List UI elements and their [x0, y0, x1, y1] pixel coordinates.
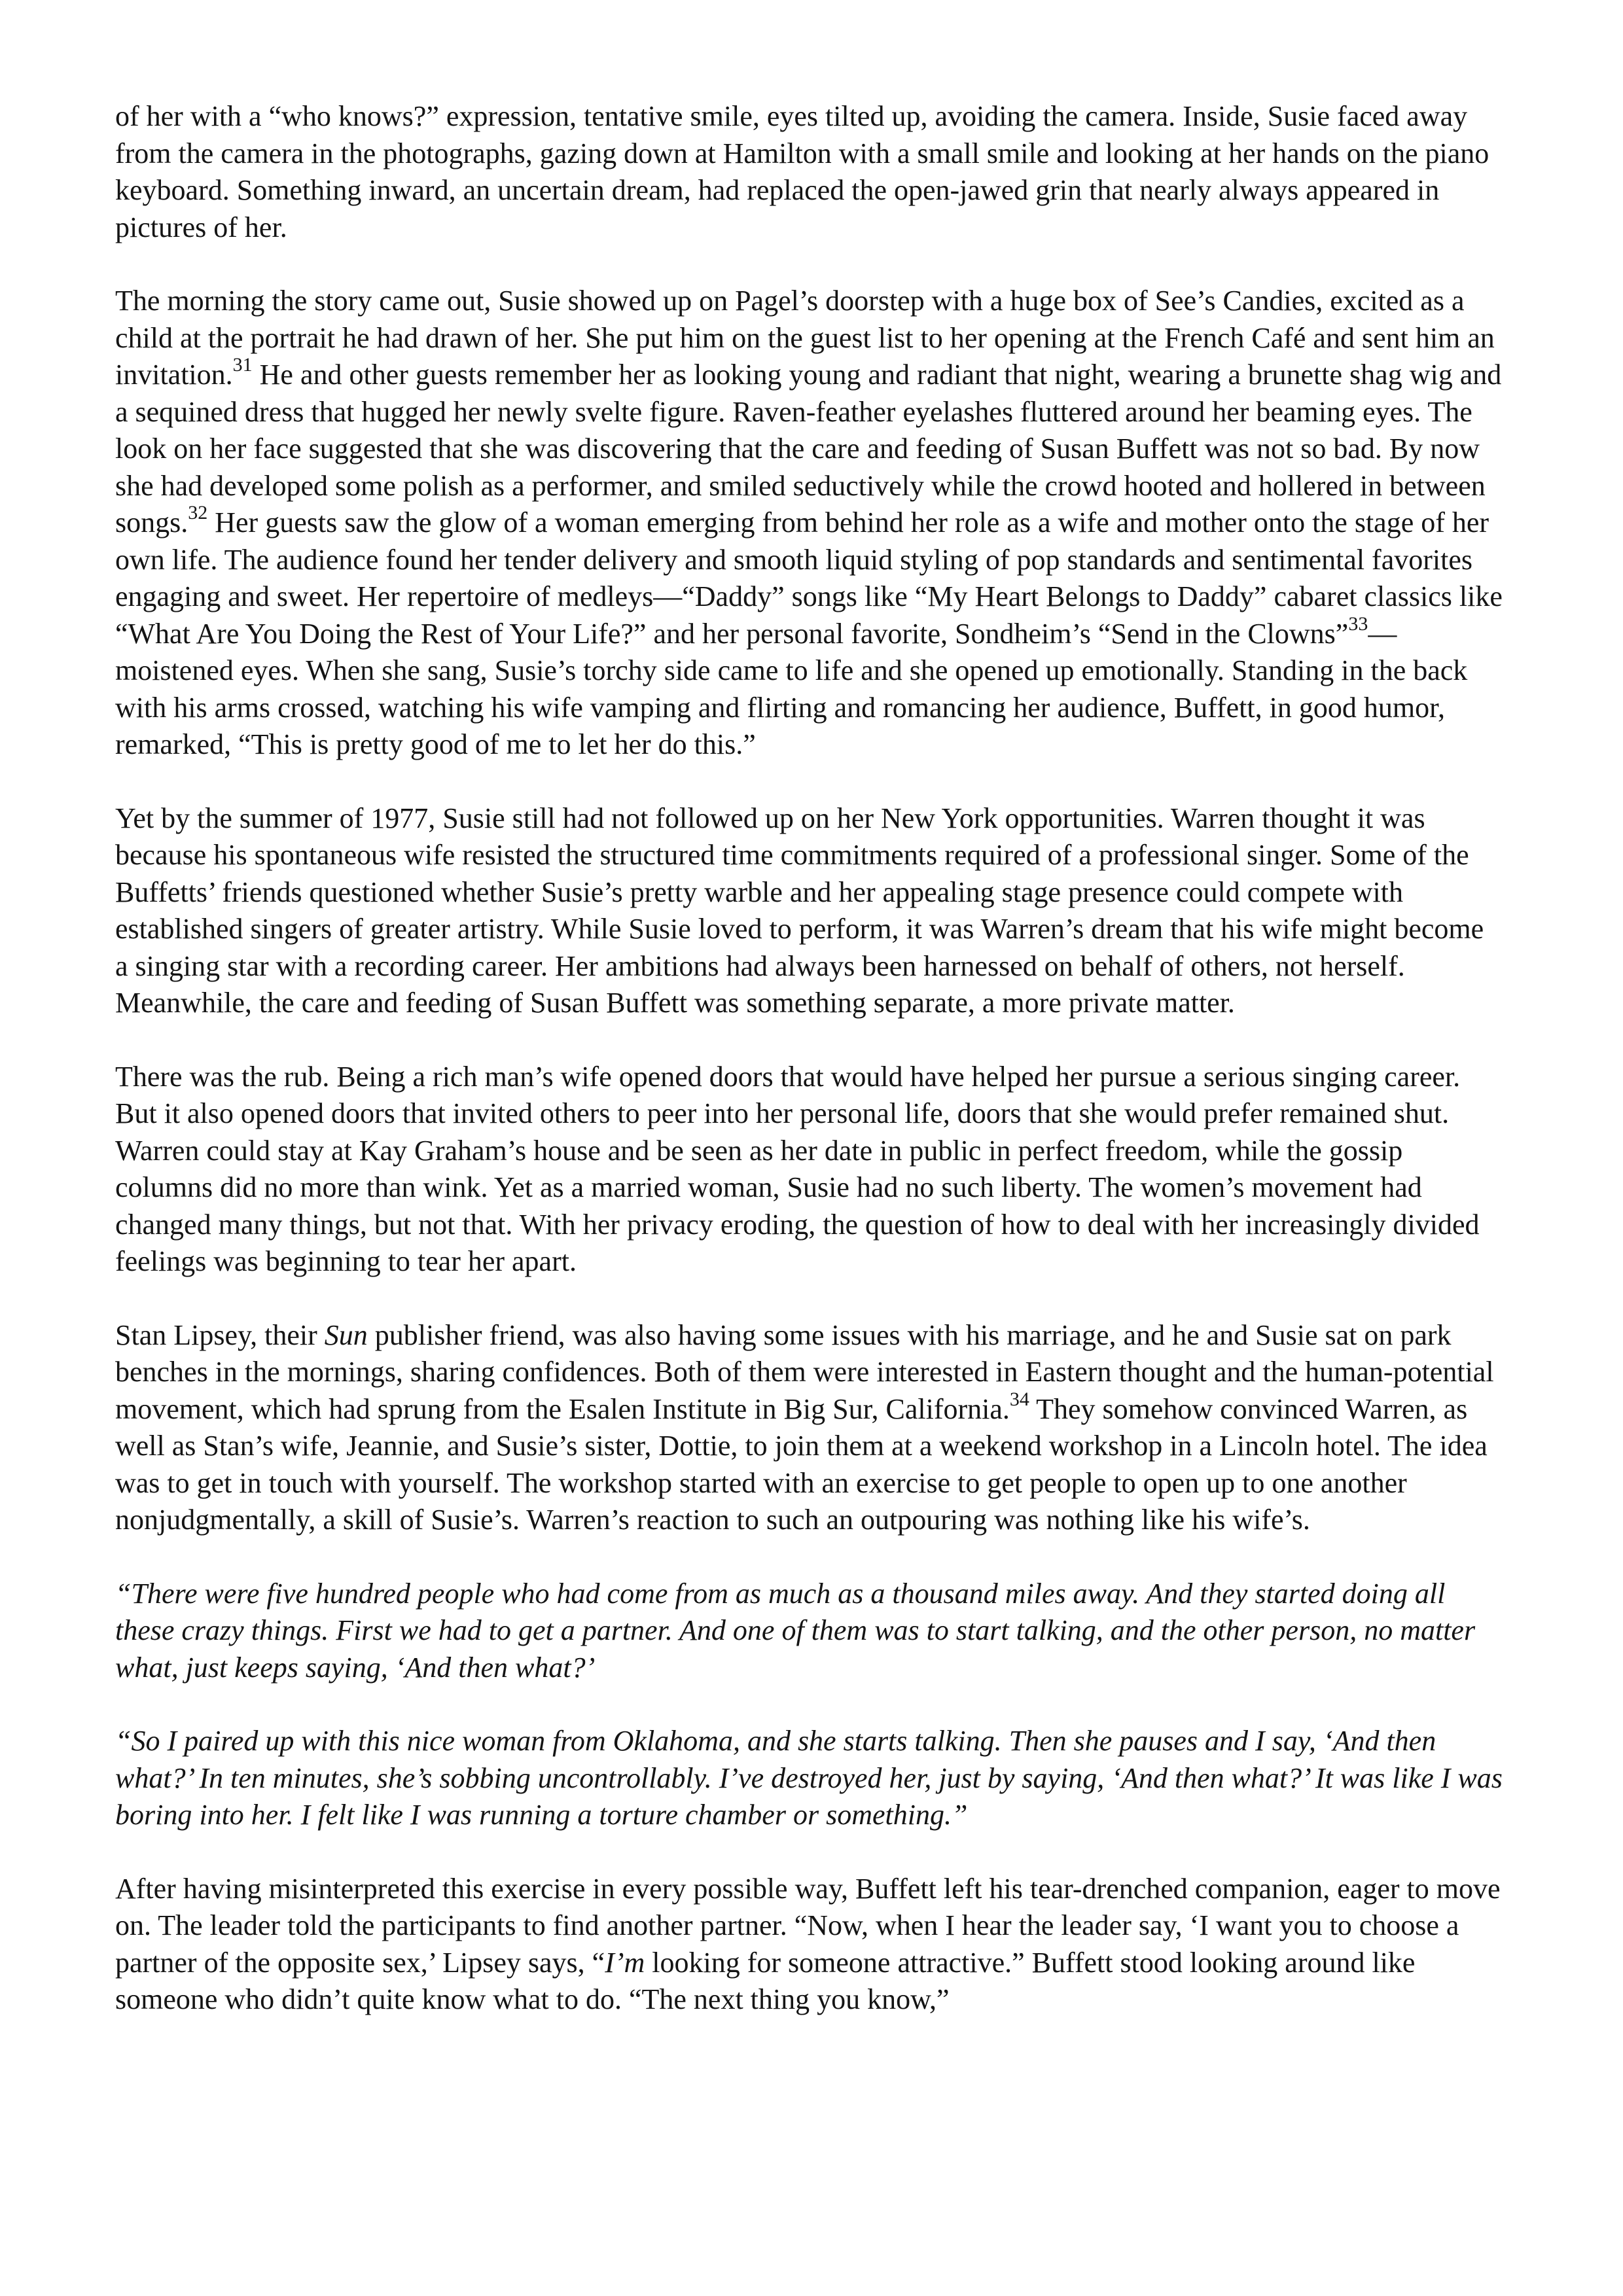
- block-quote-paragraph: [115, 1576, 1503, 1687]
- text-run: “There were five hundred people who had come from as much as a thousand miles away. And they started doing all these crazy things. First we had to get a partner. And one of them was to start talking, and the other person, no matter what, just keeps saying, ‘And then what?’: [115, 1577, 1476, 1684]
- body-paragraph: [115, 283, 1503, 764]
- book-page: [115, 98, 1503, 2019]
- footnote-marker: 34: [1009, 1388, 1029, 1410]
- text-run: The morning the story came out, Susie showed up on Pagel’s doorstep with a huge box of See’s Candies, excited as a child at the portrait he had drawn of her. She put him on the guest list to her opening at the French Café and sent him an invitation.: [115, 285, 1495, 391]
- body-paragraph: [115, 1059, 1503, 1280]
- text-run: “So I paired up with this nice woman from Oklahoma, and she starts talking. Then she pauses and I say, ‘And then what?’ In ten minutes, she’s sobbing uncontrollably. I’ve destroyed her, just by saying, ‘And then what?’ It was like I was boring into her. I felt like I was running a torture chamber or something.”: [115, 1725, 1503, 1831]
- text-run: Stan Lipsey, their: [115, 1318, 325, 1351]
- text-run: looking for someone attractive.” Buffett stood looking around like someone who didn’t quite know what to do. “The next thing you know,”: [115, 1946, 1416, 2015]
- text-run: He and other guests remember her as looking young and radiant that night, wearing a brunette shag wig and a sequined dress that hugged her newly svelte figure. Raven-feather eyelashes fluttered around her beaming eyes. The look on her face suggested that she was discovering that the care and feeding of Susan Buffett was not so bad. By now she had developed some polish as a performer, and smiled seductively while the crowd hooted and hollered in between songs.: [115, 359, 1502, 539]
- footnote-marker: 33: [1348, 612, 1368, 635]
- text-run: Her guests saw the glow of a woman emerging from behind her role as a wife and mother onto the stage of her own life. The audience found her tender delivery and smooth liquid styling of pop standards and sentimental favorites engaging and sweet. Her repertoire of medleys—“Daddy” songs like “My Heart Belongs to Daddy” cabaret classics like “What Are You Doing the Rest of Your Life?” and her personal favorite, Sondheim’s “Send in the Clowns”: [115, 506, 1503, 650]
- footnote-marker: 32: [188, 502, 208, 524]
- emphasized-text: Sun: [324, 1318, 368, 1351]
- body-paragraph: [115, 1317, 1503, 1539]
- body-paragraph: [115, 1871, 1503, 2019]
- text-run: There was the rub. Being a rich man’s wife opened doors that would have helped her pursue a serious singing career. But it also opened doors that invited others to peer into her personal life, doors that she would prefer remained shut. Warren could stay at Kay Graham’s house and be seen as her date in public in perfect freedom, while the gossip columns did no more than wink. Yet as a married woman, Susie had no such liberty. The women’s movement had changed many things, but not that. With her privacy eroding, the question of how to deal with her increasingly divided feelings was beginning to tear her apart.: [115, 1060, 1480, 1277]
- text-run: After having misinterpreted this exercise in every possible way, Buffett left his tear-drenched companion, eager to move on. The leader told the participants to find another partner. “Now, when I hear the leader say, ‘I want you to choose a partner of the opposite sex,’ Lipsey says, “: [115, 1872, 1501, 1979]
- block-quote-paragraph: [115, 1723, 1503, 1834]
- body-paragraph: [115, 800, 1503, 1022]
- footnote-marker: 31: [232, 354, 253, 376]
- text-run: publisher friend, was also having some issues with his marriage, and he and Susie sat on park benches in the mornings, sharing confidences. Both of them were interested in Eastern thought and the human-potential movement, which had sprung from the Esalen Institute in Big Sur, California.: [115, 1318, 1494, 1425]
- emphasized-text: I’m: [605, 1946, 645, 1979]
- body-paragraph: [115, 98, 1503, 246]
- text-run: Yet by the summer of 1977, Susie still had not followed up on her New York opportunities. Warren thought it was because his spontaneous wife resisted the structured time commitments required of a professional singer. Some of the Buffetts’ friends questioned whether Susie’s pretty warble and her appealing stage presence could compete with established singers of greater artistry. While Susie loved to perform, it was Warren’s dream that his wife might become a singing star with a recording career. Her ambitions had always been harnessed on behalf of others, not herself. Meanwhile, the care and feeding of Susan Buffett was something separate, a more private matter.: [115, 802, 1484, 1019]
- text-run: —moistened eyes. When she sang, Susie’s torchy side came to life and she opened up emotionally. Standing in the back with his arms crossed, watching his wife vamping and flirting and romancing her audience, Buffett, in good humor, remarked, “This is pretty good of me to let her do this.”: [115, 617, 1468, 760]
- text-run: They somehow convinced Warren, as well as Stan’s wife, Jeannie, and Susie’s sister, Dottie, to join them at a weekend workshop in a Lincoln hotel. The idea was to get in touch with yourself. The workshop started with an exercise to get people to open up to one another nonjudgmentally, a skill of Susie’s. Warren’s reaction to such an outpouring was nothing like his wife’s.: [115, 1392, 1488, 1536]
- text-run: of her with a “who knows?” expression, tentative smile, eyes tilted up, avoiding the camera. Inside, Susie faced away from the camera in the photographs, gazing down at Hamilton with a small smile and looking at her hands on the piano keyboard. Something inward, an uncertain dream, had replaced the open-jawed grin that nearly always appeared in pictures of her.: [115, 100, 1489, 243]
